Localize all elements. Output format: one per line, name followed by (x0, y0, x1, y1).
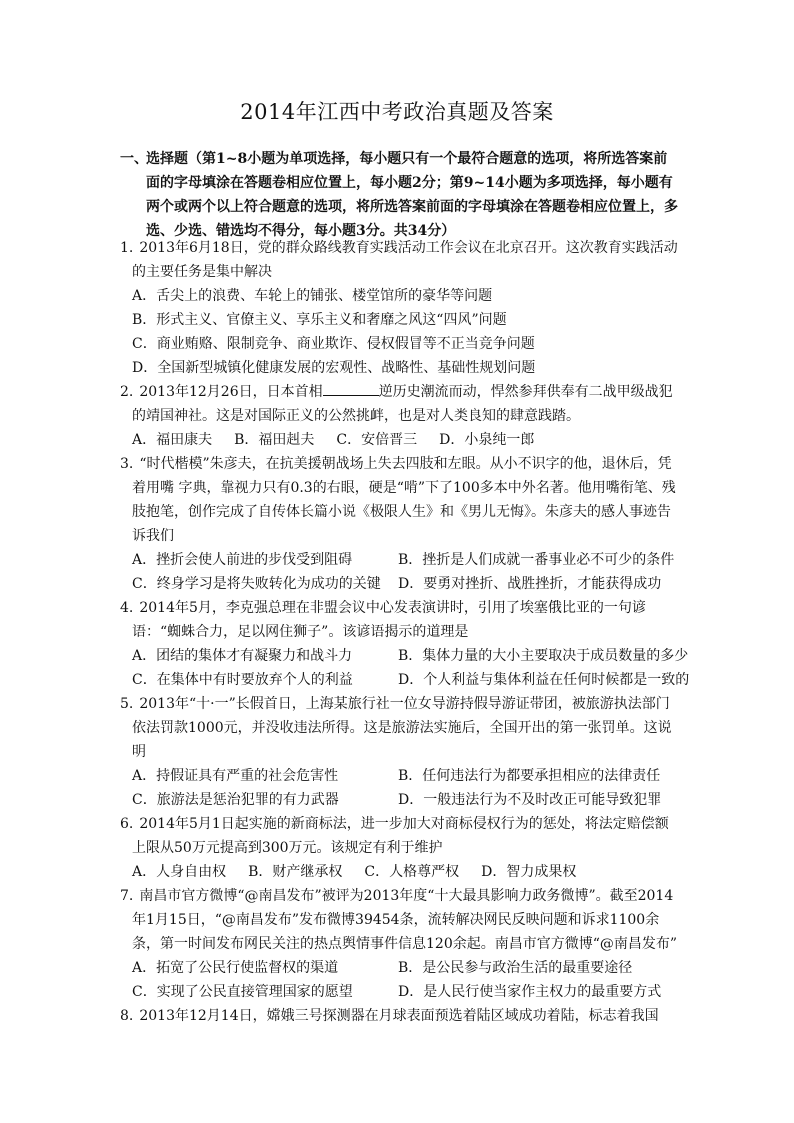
question-number: 3. (120, 456, 134, 472)
question-number: 4. (120, 600, 134, 616)
question-4 (120, 596, 690, 692)
option-d: D．小泉纯一郎 (439, 432, 535, 448)
option-c: C．终身学习是将失败转化为成功的关键 (132, 576, 381, 592)
question-text-before-blank: 2013年12月26日，日本首相 (139, 384, 323, 400)
question-text: 2013年12月14日，嫦娥三号探测器在月球表面预选着陆区域成功着陆，标志着我国 (139, 1008, 659, 1024)
option-a: A．人身自由权 (132, 864, 227, 880)
option-list (120, 548, 680, 596)
option-d: D．是人民行使当家作主权力的最重要方式 (398, 984, 662, 1000)
question-text: 南昌市官方微博“@南昌发布”被评为2013年度“十大最具影响力政务微博”。截至2014年1月15日，“@南昌发布”发布微博39454条，流转解决网民反映问题和诉求1100余条，第一时间发布网民关注的热点舆情事件信息120余起。南昌市官方微博“@南昌发布” (132, 888, 678, 952)
question-8 (120, 1004, 680, 1028)
option-c: C．人格尊严权 (364, 864, 460, 880)
option-row (132, 644, 689, 668)
option-d: D．个人利益与集体利益在任何时候都是一致的 (398, 672, 690, 688)
option-b: B．财产继承权 (248, 864, 343, 880)
option-b: B．是公民参与政治生活的最重要途径 (398, 960, 633, 976)
option-b: B．福田赳夫 (234, 432, 315, 448)
option-row (132, 980, 680, 1004)
question-number: 7. (120, 888, 134, 904)
option-a: A．福田康夫 (132, 432, 213, 448)
section-instructions: 选择题（第1~8小题为单项选择，每小题只有一个最符合题意的选项，将所选答案前面的字母填涂在答题卷相应位置上，每小题2分；第9~14小题为多项选择，每小题有两个或两个以上符合题意的选项，将所选答案前面的字母填涂在答题卷相应位置上，多选、少选、错选均不得分，每小题3分。共34分） (146, 151, 678, 239)
option-b: B．任何违法行为都要承担相应的法律责任 (398, 768, 661, 784)
option-b: B．形式主义、官僚主义、享乐主义和奢靡之风这“四风”问题 (132, 312, 507, 328)
section-header (120, 147, 680, 243)
question-number: 5. (120, 696, 134, 712)
question-5 (120, 692, 680, 812)
question-6 (120, 812, 680, 884)
option-row (132, 788, 680, 812)
question-stem (120, 812, 680, 860)
question-text: 2014年5月1日起实施的新商标法，进一步加大对商标侵权行为的惩处，将法定赔偿额上限从50万元提高到300万元。该规定有利于维护 (132, 816, 669, 856)
question-stem (120, 380, 680, 428)
option-row (132, 956, 680, 980)
question-stem (120, 1004, 680, 1028)
question-3 (120, 452, 680, 596)
option-list (120, 644, 690, 692)
question-stem (120, 452, 680, 548)
question-text: 2013年6月18日，党的群众路线教育实践活动工作会议在北京召开。这次教育实践活动的主要任务是集中解决 (132, 240, 678, 280)
option-row (132, 668, 690, 692)
option-list (120, 428, 680, 452)
question-list (120, 236, 690, 1028)
question-text: “时代楷模”朱彦夫，在抗美援朝战场上失去四肢和左眼。从小不识字的他，退休后，凭着用嘴 字典，靠视力只有0.3的右眼，硬是“啃”下了100多本中外名著。他用嘴衔笔、残肢抱笔，创作完成了自传体长篇小说《极限人生》和《男儿无悔》。朱彦夫的感人事迹告诉我们 (132, 456, 676, 544)
option-list (120, 860, 680, 884)
question-stem (120, 236, 680, 284)
option-a: A．挫折会使人前进的步伐受到阻碍 (132, 552, 353, 568)
question-7 (120, 884, 680, 1004)
question-text: 2014年5月，李克强总理在非盟会议中心发表演讲时，引用了埃塞俄比亚的一句谚语：“蜘蛛合力，足以网住狮子”。该谚语揭示的道理是 (132, 600, 646, 640)
option-d: D．全国新型城镇化健康发展的宏观性、战略性、基础性规划问题 (132, 360, 536, 376)
answer-blank (323, 381, 379, 396)
option-a: A．团结的集体才有凝聚力和战斗力 (132, 648, 353, 664)
option-c: C．实现了公民直接管理国家的愿望 (132, 984, 353, 1000)
question-number: 1. (120, 240, 134, 256)
question-number: 6. (120, 816, 134, 832)
question-text: 2013年“十·一”长假首日，上海某旅行社一位女导游持假导游证带团，被旅游执法部门依法罚款1000元，并没收违法所得。这是旅游法实施后，全国开出的第一张罚单。这说明 (132, 696, 672, 760)
option-c: C．在集体中有时要放弃个人的利益 (132, 672, 353, 688)
question-stem (120, 596, 680, 644)
question-number: 2. (120, 384, 134, 400)
option-d: D．一般违法行为不及时改正可能导致犯罪 (398, 792, 662, 808)
question-2 (120, 380, 680, 452)
option-a: A．拓宽了公民行使监督权的渠道 (132, 960, 339, 976)
question-number: 8. (120, 1008, 134, 1024)
option-d: D．智力成果权 (481, 864, 577, 880)
option-c: C．旅游法是惩治犯罪的有力武器 (132, 792, 339, 808)
option-list (120, 284, 680, 380)
option-a: A．持假证具有严重的社会危害性 (132, 768, 339, 784)
question-stem (120, 692, 680, 764)
option-b: B．集体力量的大小主要取决于成员数量的多少 (398, 648, 689, 664)
option-c: C．安倍晋三 (336, 432, 418, 448)
question-text-after-blank: 逆历史潮流而动，悍然参拜供奉有二战甲级战犯的靖国神社。这是对国际正义的公然挑衅，也是对人类良知的肆意践踏。 (132, 384, 673, 424)
option-list (120, 764, 680, 812)
option-d: D．要勇对挫折、战胜挫折，才能获得成功 (398, 576, 662, 592)
question-stem (120, 884, 680, 956)
option-row (132, 764, 680, 788)
option-list (120, 956, 680, 1004)
option-b: B．挫折是人们成就一番事业必不可少的条件 (398, 552, 675, 568)
option-a: A．舌尖上的浪费、车轮上的铺张、楼堂馆所的豪华等问题 (132, 288, 493, 304)
section-number: 一、 (120, 151, 148, 167)
option-row (132, 548, 680, 572)
question-1 (120, 236, 680, 380)
page-title: 2014年江西中考政治真题及答案 (240, 100, 554, 124)
option-c: C．商业贿赂、限制竞争、商业欺诈、侵权假冒等不正当竞争问题 (132, 336, 535, 352)
option-row (132, 572, 680, 596)
